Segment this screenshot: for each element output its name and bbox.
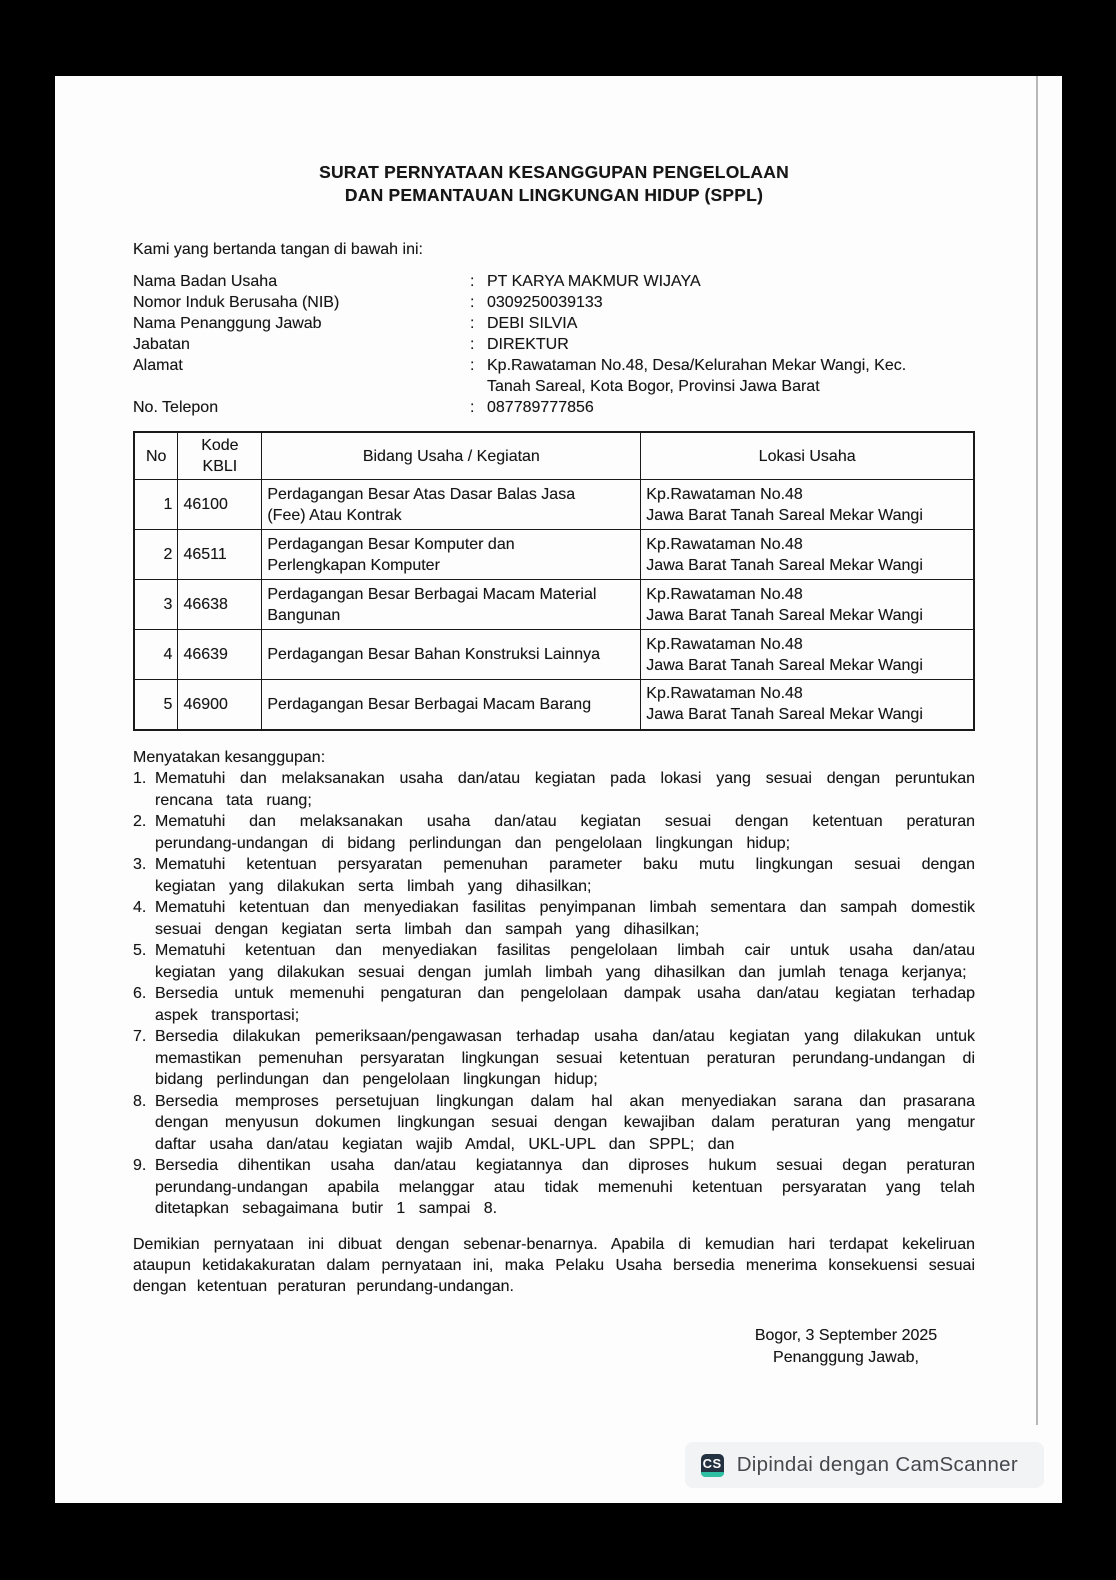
camscanner-icon-teal-bar <box>701 1472 724 1477</box>
cell-lokasi: Kp.Rawataman No.48 Jawa Barat Tanah Sareal Mekar Wangi <box>641 580 974 630</box>
cell-lokasi: Kp.Rawataman No.48 Jawa Barat Tanah Sareal Mekar Wangi <box>641 530 974 580</box>
field-colon: : <box>470 273 475 290</box>
field-value: 087789777856 <box>487 399 594 416</box>
statements-section <box>133 747 975 1220</box>
cell-bidang: Perdagangan Besar Berbagai Macam Material Bangunan <box>262 580 641 630</box>
statement-number: 6. <box>133 985 147 1002</box>
table-row <box>134 630 974 680</box>
field-value: 0309250039133 <box>487 294 603 311</box>
statement-text: Bersedia untuk memenuhi pengaturan dan pengelolaan dampak usaha dan/atau kegiatan terhadap aspek transportasi; <box>155 985 975 1024</box>
header-kode-kbli: Kode KBLI <box>178 432 262 480</box>
statement-number: 5. <box>133 942 147 959</box>
statement-text: Bersedia dihentikan usaha dan/atau kegiatannya dan diproses hukum sesuai degan peraturan perundang-undangan apabila melanggar atau tidak memenuhi ketentuan persyaratan yang telah ditetapkan sebagaimana butir 1 sampai 8. <box>155 1157 975 1217</box>
title-line-2: DAN PEMANTAUAN LINGKUNGAN HIDUP (SPPL) <box>344 185 764 205</box>
intro-line: Kami yang bertanda tangan di bawah ini: <box>133 241 423 258</box>
document-content <box>55 76 1062 1369</box>
cell-no: 4 <box>134 630 178 680</box>
statement-number: 4. <box>133 899 147 916</box>
signature-place-date: Bogor, 3 September 2025 <box>754 1326 938 1344</box>
field-colon: : <box>470 357 475 374</box>
kbli-table <box>133 431 975 731</box>
statement-text: Mematuhi ketentuan dan menyediakan fasilitas pengelolaan limbah cair untuk usaha dan/atau kegiatan yang dilakukan sesuai dengan jumlah limbah yang dihasilkan dan jumlah tenaga kerjanya; <box>155 942 975 981</box>
field-value: DEBI SILVIA <box>487 315 578 332</box>
cell-bidang: Perdagangan Besar Bahan Konstruksi Lainnya <box>262 630 641 680</box>
cell-bidang: Perdagangan Besar Atas Dasar Balas Jasa (Fee) Atau Kontrak <box>262 480 641 530</box>
signature-role: Penanggung Jawab, <box>773 1348 919 1366</box>
header-bidang-usaha: Bidang Usaha / Kegiatan <box>262 432 641 480</box>
document-title <box>133 161 975 207</box>
header-lokasi-usaha: Lokasi Usaha <box>641 432 974 480</box>
statement-item <box>133 854 975 897</box>
statement-item <box>133 1026 975 1091</box>
field-nib <box>133 292 975 313</box>
field-colon: : <box>470 294 475 311</box>
statement-item <box>133 1155 975 1220</box>
field-label: Nomor Induk Berusaha (NIB) <box>133 294 340 311</box>
cell-lokasi: Kp.Rawataman No.48 Jawa Barat Tanah Sareal Mekar Wangi <box>641 680 974 730</box>
statement-item <box>133 897 975 940</box>
statement-text: Mematuhi ketentuan dan menyediakan fasilitas penyimpanan limbah sementara dan sampah domestik sesuai dengan kegiatan serta limbah dan sampah yang dihasilkan; <box>155 899 975 938</box>
statement-text: Mematuhi dan melaksanakan usaha dan/atau kegiatan sesuai dengan ketentuan peraturan perundang-undangan di bidang perlindungan dan pengelolaan lingkungan hidup; <box>155 813 975 852</box>
statement-text: Bersedia memproses persetujuan lingkungan dalam hal akan menyediakan sarana dan prasarana dengan menyusun dokumen lingkungan sesuai dengan kewajiban dalam peraturan yang mengatur daftar usaha dan/atau kegiatan wajib Amdal, UKL-UPL dan SPPL; dan <box>155 1092 975 1153</box>
cell-no: 5 <box>134 680 178 730</box>
table-row <box>134 580 974 630</box>
header-no: No <box>134 432 178 480</box>
statement-text: Bersedia dilakukan pemeriksaan/pengawasan terhadap usaha dan/atau kegiatan yang dilakukan untuk memastikan pemenuhan persyaratan lingkungan sesuai ketentuan peraturan perundang-undangan di bidang perlindungan dan pengelolaan lingkungan hidup; <box>155 1028 975 1088</box>
statement-number: 7. <box>133 1028 147 1045</box>
statement-item <box>133 811 975 854</box>
camscanner-watermark <box>685 1442 1044 1488</box>
camscanner-label: Dipindai dengan CamScanner <box>736 1453 1018 1476</box>
field-colon: : <box>470 315 475 332</box>
statement-text: Mematuhi ketentuan persyaratan pemenuhan parameter baku mutu lingkungan sesuai dengan kegiatan yang dilakukan serta limbah yang dihasilkan; <box>155 856 975 895</box>
table-row <box>134 480 974 530</box>
field-label: Jabatan <box>133 336 190 353</box>
signature-block <box>730 1325 962 1369</box>
cell-no: 2 <box>134 530 178 580</box>
statement-number: 1. <box>133 770 147 787</box>
statements-heading: Menyatakan kesanggupan: <box>133 748 326 766</box>
field-label: Nama Penanggung Jawab <box>133 315 322 332</box>
scan-edge-artifact <box>1036 76 1038 1425</box>
cell-kbli: 46900 <box>178 680 262 730</box>
statement-text: Mematuhi dan melaksanakan usaha dan/atau kegiatan pada lokasi yang sesuai dengan peruntukan rencana tata ruang; <box>155 770 975 809</box>
statement-item <box>133 983 975 1026</box>
cell-lokasi: Kp.Rawataman No.48 Jawa Barat Tanah Sareal Mekar Wangi <box>641 480 974 530</box>
title-line-1: SURAT PERNYATAAN KESANGGUPAN PENGELOLAAN <box>319 162 789 182</box>
cell-lokasi: Kp.Rawataman No.48 Jawa Barat Tanah Sareal Mekar Wangi <box>641 630 974 680</box>
field-label: Nama Badan Usaha <box>133 273 278 290</box>
cell-kbli: 46638 <box>178 580 262 630</box>
camscanner-icon-letters: CS <box>702 1455 722 1471</box>
cell-kbli: 46639 <box>178 630 262 680</box>
field-value: DIREKTUR <box>487 336 569 353</box>
field-penanggung-jawab <box>133 313 975 334</box>
field-jabatan <box>133 334 975 355</box>
cell-no: 1 <box>134 480 178 530</box>
statement-number: 3. <box>133 856 147 873</box>
statement-number: 2. <box>133 813 147 830</box>
field-alamat <box>133 355 975 397</box>
field-value: Kp.Rawataman No.48, Desa/Kelurahan Mekar Wangi, Kec. Tanah Sareal, Kota Bogor, Provinsi Jawa Barat <box>487 357 907 395</box>
cell-kbli: 46100 <box>178 480 262 530</box>
cell-no: 3 <box>134 580 178 630</box>
field-colon: : <box>470 399 475 416</box>
cell-kbli: 46511 <box>178 530 262 580</box>
cell-bidang: Perdagangan Besar Berbagai Macam Barang <box>262 680 641 730</box>
camscanner-icon <box>701 1454 724 1477</box>
statement-item <box>133 1091 975 1156</box>
document-page <box>55 76 1062 1503</box>
cell-bidang: Perdagangan Besar Komputer dan Perlengkapan Komputer <box>262 530 641 580</box>
table-header-row <box>134 432 974 480</box>
statement-item <box>133 768 975 811</box>
field-telepon <box>133 397 975 418</box>
statement-number: 9. <box>133 1157 147 1174</box>
table-row <box>134 680 974 730</box>
field-label: No. Telepon <box>133 399 219 416</box>
statement-number: 8. <box>133 1092 147 1110</box>
identity-fields <box>133 271 975 418</box>
table-row <box>134 530 974 580</box>
field-nama-badan-usaha <box>133 271 975 292</box>
closing-paragraph: Demikian pernyataan ini dibuat dengan sebenar-benarnya. Apabila di kemudian hari terdapat kekeliruan ataupun ketidakakuratan dalam pernyataan ini, maka Pelaku Usaha bersedia menerima konsekuensi sesuai dengan ketentuan peraturan perundang-undangan. <box>133 1235 975 1295</box>
field-label: Alamat <box>133 357 183 374</box>
field-value: PT KARYA MAKMUR WIJAYA <box>487 273 701 290</box>
statement-item <box>133 940 975 983</box>
field-colon: : <box>470 336 475 353</box>
